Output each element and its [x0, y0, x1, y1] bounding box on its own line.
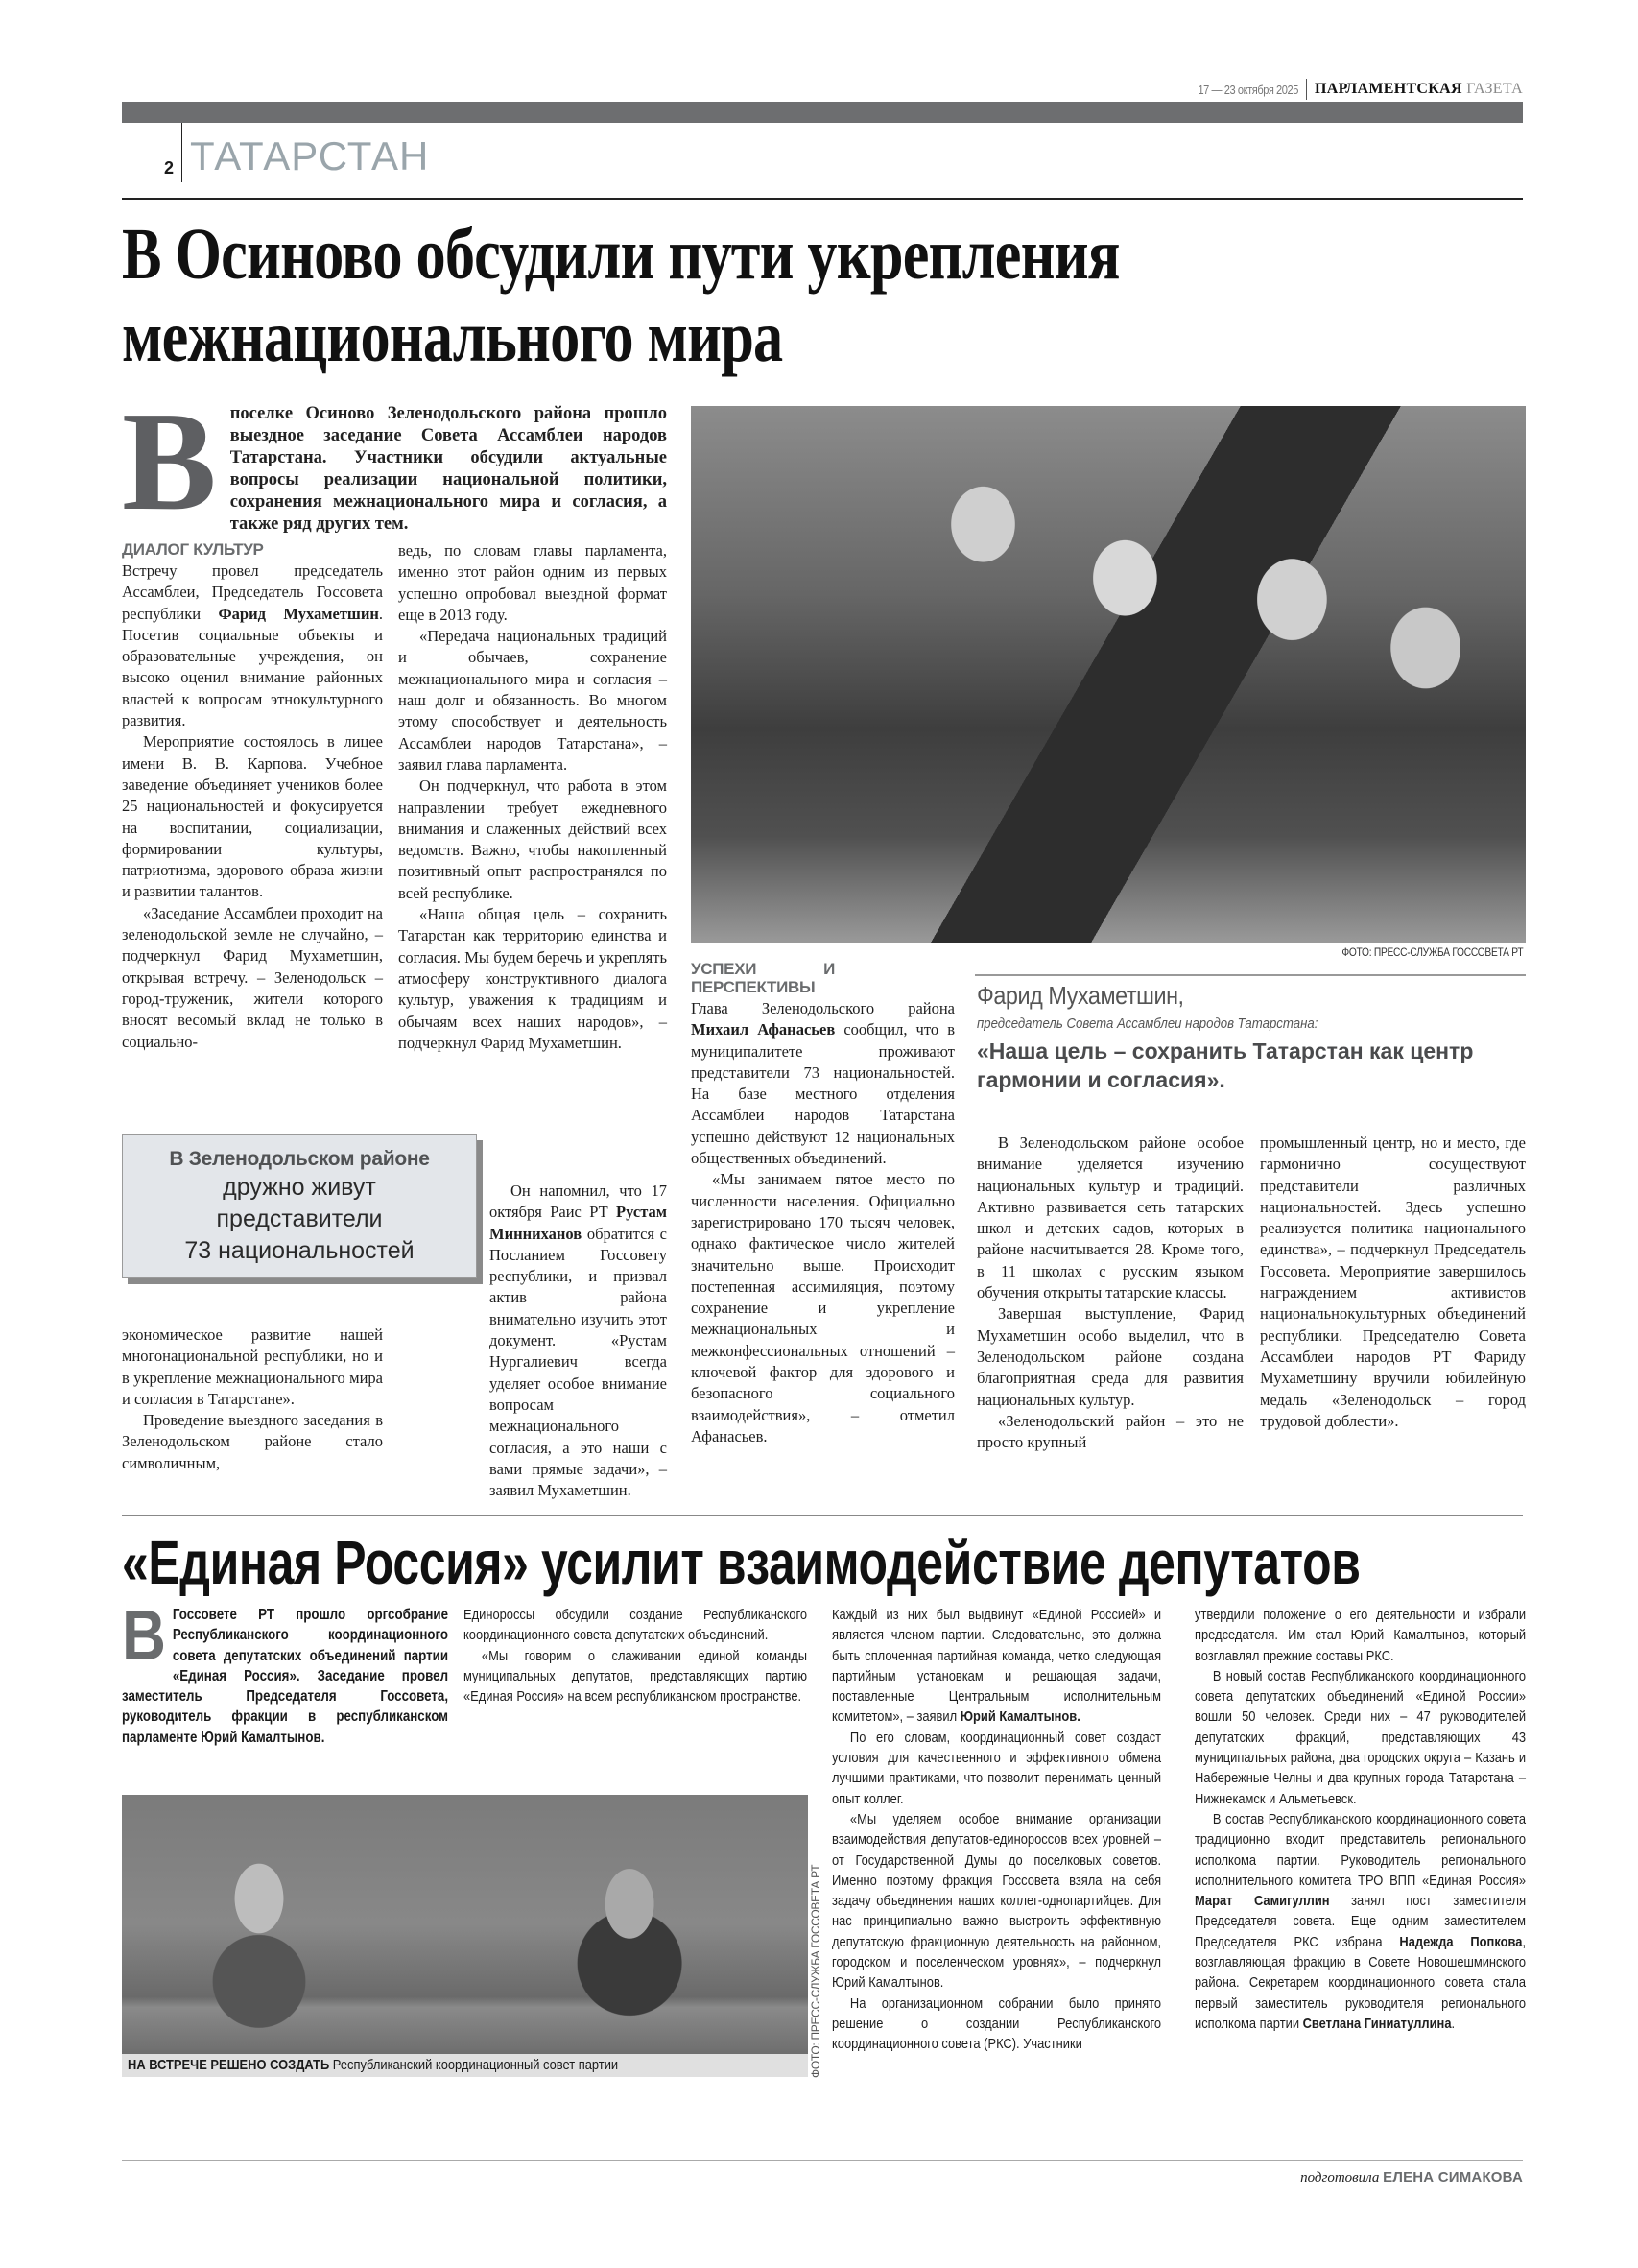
paragraph: «Мы занимаем пятое место по численности населения. Официально зарегистрировано 170 тысяч человек, однако фактическое число жителей значительно выше. Происходит постепенная ассимиляция, поэтому сохранение и укрепление межнациональных и межконфессиональных отношений – ключевой фактор для здорового и безопасного социального взаимодействия», – отметил Афанасьев.	[691, 1170, 955, 1445]
byline-prefix: подготовила	[1300, 2170, 1380, 2185]
article2-photo-meeting	[122, 1795, 808, 2054]
paragraph: «Наша общая цель – сохранить Татарстан как территорию единства и согласия. Мы будем беречь и укреплять атмосферу конструктивного диалога культур, уважения к традициям и обычаям всех наших народов», – подчеркнул Фарид Мухаметшин.	[398, 905, 667, 1052]
byline-author: ЕЛЕНА СИМАКОВА	[1383, 2169, 1523, 2185]
section-rule	[122, 198, 1523, 200]
article2-column-3	[832, 1605, 1161, 2055]
newspaper-brand	[1315, 81, 1523, 98]
dropcap: В	[122, 1595, 166, 1675]
paragraph: «Мы уделяем особое внимание организации взаимодействия депутатов-единороссов всех уровней – от Государственной Думы до поселковых советов. Именно поэтому фракция Госсовета взяла на себя задачу объединения наших коллег-однопартийцев. Для нас принципиально важно выстроить эффективную депутатскую фракционную деятельность на районном, городском и поселенческом уровнях», – подчеркнул Юрий Камалтынов.	[832, 1810, 1162, 1992]
photo-caption	[122, 2054, 808, 2077]
paragraph: Проведение выездного заседания в Зеленодольском районе стало символичным,	[122, 1411, 383, 1472]
headline-line-2: межнационального мира	[122, 297, 783, 377]
brand-light: ГАЗЕТА	[1466, 81, 1523, 97]
person-name: Светлана Гиниатуллина	[1302, 2015, 1452, 2032]
masthead-divider	[1306, 79, 1307, 100]
subhead-success: УСПЕХИ И ПЕРСПЕКТИВЫ	[691, 960, 835, 996]
paragraph: «Заседание Ассамблеи проходит на зеленодольской земле не случайно, – подчеркнул Фарид Мухаметшин, открывая встречу. – Зеленодольск – город-труженик, жители которого вносят весомый вклад не только в социально-	[122, 903, 383, 1051]
dropcap: В	[122, 383, 217, 540]
fact-box-line: дружно живут	[223, 1174, 376, 1201]
paragraph: По его словам, координационный совет создаст условия для качественного и эффективного обмена лучшими практиками, что позволит перенимать ценный опыт коллег.	[832, 1729, 1162, 1807]
paragraph: Он напомнил, что 17 октября Раис РТ Рустам Минниханов обратится с Посланием Госсовету республики, и призвал актив района внимательно изучить этот документ. «Рустам Нургалиевич всегда уделяет особое внимание вопросам межнационального согласия, а это наши с вами прямые задачи», – заявил Мухаметшин.	[489, 1182, 667, 1500]
quote-rule	[975, 974, 1526, 976]
article1-lead	[122, 383, 667, 540]
header-bar	[122, 102, 1523, 123]
fact-box-line: 73 национальностей	[184, 1237, 415, 1264]
paragraph: экономическое развитие нашей многонациональной республики, но и в укрепление межнационального мира и согласия в Татарстане».	[122, 1325, 383, 1408]
article1-column-4	[977, 1133, 1244, 1453]
paragraph: утвердили положение о его деятельности и избрали председателя. Им стал Юрий Камалтынов, который возглавлял прежние составы РКС.	[1195, 1607, 1527, 1664]
article2-headline: «Единая Россия» усилит взаимодействие депутатов	[122, 1528, 1361, 1597]
person-name: Надежда Попкова	[1399, 1933, 1523, 1950]
brand-bold: ПАРЛАМЕНТСКАЯ	[1314, 81, 1462, 97]
quote-speaker-role: председатель Совета Ассамблеи народов Татарстана:	[977, 1015, 1318, 1032]
paragraph: В новый состав Республиканского координационного совета депутатских объединений «Единой России» вошли 50 человек. Среди них – 47 руководителей депутатских фракций, представляющих 43 муниципальных района, два городских округа – Казань и Набережные Челны и два крупных города Татарстана – Нижнекамск и Альметьевск.	[1195, 1667, 1527, 1807]
paragraph: Мероприятие состоялось в лицее имени В. В. Карпова. Учебное заведение объединяет учеников более 25 национальностей и фокусируется на воспитании, социализации, формировании культуры, патриотизма, здорового образа жизни и развитии талантов.	[122, 732, 383, 901]
article2-column-4	[1195, 1605, 1526, 2034]
paragraph: Глава Зеленодольского района Михаил Афанасьев сообщил, что в муниципалитете проживают представители 73 национальностей. На базе местного отделения Ассамблеи народов Татарстана успешно действуют 12 национальных общественных объединений.	[691, 999, 955, 1168]
paragraph: На организационном собрании было принято решение о создании Республиканского координационного совета (РКС). Участники	[832, 1994, 1162, 2053]
paragraph: Единороссы обсудили создание Республиканского координационного совета депутатских объединений.	[463, 1607, 808, 1644]
paragraph: ведь, по словам главы парламента, именно этот район одним из первых успешно опробовал выездной формат еще в 2013 году.	[398, 541, 667, 624]
headline-line-1: В Осиново обсудили пути укрепления	[122, 214, 1120, 295]
paragraph: В состав Республиканского координационного совета традиционно входит представитель регионального исполкома партии. Руководитель регионального исполнительного комитета ТРО ВПП «Единая Россия» Марат Самигуллин занял пост заместителя Председателя совета. Еще одним заместителем Председателя РКС избрана Надежда Попкова, возглавляющая фракцию в Совете Новошешминского района. Секретарем координационного совета стала первый заместитель руководителя регионального исполкома партии Светлана Гиниатуллина.	[1195, 1810, 1527, 2032]
byline	[1300, 2169, 1523, 2186]
person-name: Фарид Мухаметшин	[218, 604, 379, 623]
paragraph: Каждый из них был выдвинут «Единой Россией» и является членом партии. Следовательно, это должна быть сплоченная партийная команда, четко следующая партийным установкам и решающая задачи, поставленные Центральным исполнительным комитетом», – заявил Юрий Камалтынов.	[832, 1607, 1162, 1726]
fact-box-line: представители	[216, 1206, 383, 1232]
caption-text: Республиканский координационный совет партии	[329, 2057, 619, 2073]
section-header	[122, 123, 439, 182]
page-number: 2	[163, 158, 174, 178]
subhead-dialog: ДИАЛОГ КУЛЬТУР	[122, 540, 264, 559]
article1-column-1-cont	[122, 1325, 383, 1474]
pull-quote: «Наша цель – сохранить Татарстан как центр гармонии и согласия».	[977, 1039, 1474, 1092]
article1-column-2	[398, 540, 667, 1054]
paragraph: Он подчеркнул, что работа в этом направлении требует ежедневного внимания и слаженных действий всех ведомств. Важно, чтобы накопленный позитивный опыт распространялся по всей республике.	[398, 776, 667, 902]
paragraph: промышленный центр, но и место, где гармонично сосуществуют представители различных национальностей. Здесь успешно реализуется политика национального единства», – подчеркнул Председатель Госсовета. Мероприятие завершилось награждением активистов национальнокультурных объединений республики. Председателю Совета Ассамблеи народов РТ Фариду Мухаметшину вручили юбилейную медаль «Зеленодольск – город трудовой доблести».	[1260, 1134, 1526, 1430]
person-name: Юрий Камалтынов.	[960, 1708, 1080, 1726]
paragraph: «Зеленодольский район – это не просто крупный	[977, 1411, 1244, 1452]
article2-column-2	[463, 1605, 807, 1707]
article-divider	[122, 1515, 1523, 1516]
article1-column-3	[691, 960, 955, 1447]
paragraph: Завершая выступление, Фарид Мухаметшин особо выделил, что в Зеленодольском районе создана благоприятная среда для развития национальных культур.	[977, 1304, 1244, 1409]
issue-date: 17 — 23 октября 2025	[1198, 82, 1298, 97]
lead-text: Госсовете РТ прошло оргсобрание Республиканского координационного совета депутатских объединений партии «Единая Россия». Заседание провел заместитель Председателя Госсовета, руководитель фракции в республиканском парламенте Юрий Камалтынов.	[122, 1607, 449, 1746]
photo-credit: ФОТО: ПРЕСС-СЛУЖБА ГОССОВЕТА РТ	[1341, 945, 1523, 959]
photo-credit-vertical: ФОТО: ПРЕСС-СЛУЖБА ГОССОВЕТА РТ	[809, 1864, 822, 2078]
section-title: ТАТАРСТАН	[181, 123, 439, 182]
article1-column-1	[122, 540, 383, 1053]
paragraph: В Зеленодольском районе особое внимание уделяется изучению национальных культур и традиций. Активно развивается сеть татарских школ и детских садов, которых в районе насчитывается 28. Кроме того, в 11 школах с русским языком обучения открыты татарские классы.	[977, 1134, 1244, 1302]
person-name: Марат Самигуллин	[1195, 1893, 1330, 1910]
article1-photo-audience	[691, 406, 1526, 943]
person-name: Михаил Афанасьев	[691, 1020, 836, 1039]
lead-text: поселке Осиново Зеленодольского района прошло выездное заседание Совета Ассамблеи народов Татарстана. Участники обсудили актуальные вопросы реализации национальной политики, сохранения межнационального мира и согласия, а также ряд других тем.	[229, 404, 667, 534]
fact-box-title: В Зеленодольском районе	[169, 1148, 430, 1170]
article1-column-2-wrap	[489, 1181, 667, 1501]
fact-box	[122, 1134, 477, 1278]
quote-speaker: Фарид Мухаметшин,	[977, 981, 1184, 1010]
article1-headline	[122, 213, 1538, 378]
person-name: Рустам Минниханов	[489, 1203, 667, 1243]
article2-lead	[122, 1595, 449, 1748]
paragraph: Встречу провел председатель Ассамблеи, Председатель Госсовета республики Фарид Мухаметшин. Посетив социальные объекты и образовательные учреждения, он высоко оценил внимание районных властей к вопросам этнокультурного развития.	[122, 561, 383, 730]
paragraph: «Передача национальных традиций и обычаев, сохранение межнационального мира и согласия – наш долг и обязанность. Во многом этому способствует и деятельность Ассамблеи народов Татарстана», – заявил глава парламента.	[398, 627, 667, 774]
masthead	[1180, 79, 1523, 100]
footer-rule	[122, 2160, 1523, 2161]
article1-column-5	[1260, 1133, 1526, 1432]
caption-bold: НА ВСТРЕЧЕ РЕШЕНО СОЗДАТЬ	[128, 2057, 330, 2073]
paragraph: «Мы говорим о слаживании единой команды муниципальных депутатов, представляющих партию «Единая Россия» на всем республиканском пространстве.	[463, 1647, 808, 1706]
